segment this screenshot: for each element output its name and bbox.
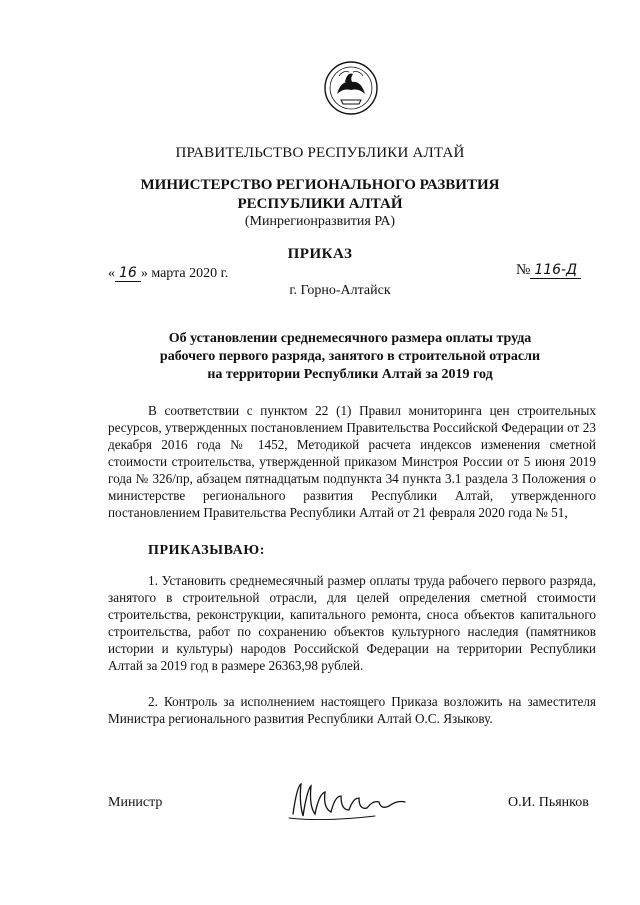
order-number [516,262,581,279]
order-title: ПРИКАЗ [287,246,353,262]
ministry-name-line2: РЕСПУБЛИКИ АЛТАЙ [237,196,403,212]
signatory-position: Министр [108,795,163,810]
date-day: 16 [115,265,141,282]
decree-heading: ПРИКАЗЫВАЮ: [148,543,265,558]
ministry-name-line1: МИНИСТЕРСТВО РЕГИОНАЛЬНОГО РАЗВИТИЯ [140,177,500,193]
government-name: ПРАВИТЕЛЬСТВО РЕСПУБЛИКИ АЛТАЙ [175,145,465,161]
document-title [140,330,560,384]
ministry-name [0,176,640,214]
signatory-name: О.И. Пьянков [508,795,589,810]
handwritten-signature-icon [285,776,415,826]
item-2-paragraph: 2. Контроль за исполнением настоящего Приказа возложить на заместителя Министра регионального развития Республики Алтай О.С. Языкову. [108,694,596,726]
number-prefix: № [516,262,531,278]
title-line3: на территории Республики Алтай за 2019 год [207,367,493,382]
title-line1: Об установлении среднемесячного размера оплаты труда [168,331,532,346]
number-value: 116-Д [530,262,581,279]
city: г. Горно-Алтайск [289,283,391,298]
item-1-paragraph: 1. Установить среднемесячный размер оплаты труда рабочего первого разряда, занятого в строительной отрасли, для целей определения сметной стоимости строительства, реконструкции, капитального ремонта, сноса объектов капитального строительства, работ по сохранению объектов культурного наследия (памятников истории и культуры) народов Российской Федерации на территории Республики Алтай за 2019 год в размере 26363,98 рублей. [108,573,596,673]
date-month-year: » марта 2020 г. [140,266,229,281]
coat-of-arms-icon [323,60,379,116]
order-date [108,265,228,282]
preamble-paragraph: В соответствии с пунктом 22 (1) Правил мониторинга цен строительных ресурсов, утвержденных постановлением Правительства Российской Федерации от 23 декабря 2016 года № 1452, Методикой расчета индексов изменения сметной стоимости строительства, утвержденной приказом Минстроя России от 5 июня 2019 года № 326/пр, абзацем пятнадцатым подпункта 34 пункта 3.1 раздела 3 Положения о министерстве регионального развития Республики Алтай, утвержденного постановлением Правительства Республики Алтай от 21 февраля 2020 года № 51, [108,403,596,520]
ministry-short-name: (Минрегионразвития РА) [244,214,396,229]
date-open-quote: « [108,266,115,281]
title-line2: рабочего первого разряда, занятого в строительной отрасли [159,349,541,364]
